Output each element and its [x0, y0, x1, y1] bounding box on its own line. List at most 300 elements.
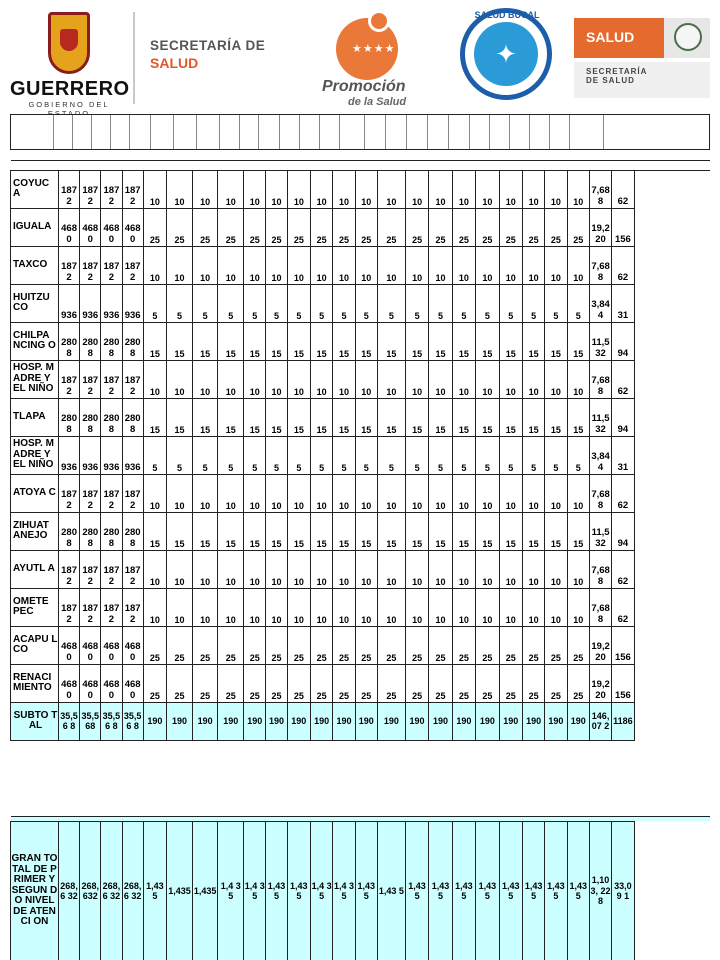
unit-value-cell: 15 [567, 399, 589, 437]
unit-value-cell: 10 [377, 361, 405, 399]
unit-value-cell: 10 [192, 171, 218, 209]
quantity-cell: 4680 [122, 209, 143, 247]
unit-value-cell: 25 [266, 627, 287, 665]
secretaria-line2: SALUD [150, 55, 199, 71]
subtotal-label: SUBTO TAL [11, 703, 59, 741]
unit-value-cell: 10 [499, 475, 522, 513]
unit-value-cell: 15 [545, 399, 567, 437]
unit-value-cell: 15 [377, 399, 405, 437]
quantity-cell: 936 [80, 437, 101, 475]
unit-value-cell: 15 [499, 399, 522, 437]
unit-value-cell: 10 [452, 475, 475, 513]
column-header-5 [130, 115, 151, 149]
unit-value-cell: 25 [499, 627, 522, 665]
unit-value-cell: 15 [545, 513, 567, 551]
grand-unit-cell: 1,43 5 [499, 822, 522, 960]
quantity-cell: 936 [58, 285, 79, 323]
total-cell: 7,688 [589, 247, 611, 285]
unit-value-cell: 25 [499, 209, 522, 247]
unit-value-cell: 10 [499, 361, 522, 399]
unit-value-cell: 25 [244, 665, 266, 703]
total-cell: 19,220 [589, 627, 611, 665]
unit-value-cell: 10 [333, 551, 355, 589]
unit-value-cell: 10 [287, 171, 310, 209]
unit-value-cell: 15 [244, 323, 266, 361]
unit-name-cell: TAXCO [11, 247, 59, 285]
unit-value-cell: 10 [405, 551, 428, 589]
total-cell: 7,688 [589, 589, 611, 627]
grand-unit-cell: 1,43 5 [522, 822, 544, 960]
unit-value-cell: 25 [218, 209, 244, 247]
salud-bucal-logo [458, 6, 554, 106]
unit-value-cell: 10 [355, 589, 377, 627]
quantity-cell: 1872 [80, 247, 101, 285]
quantity-cell: 1872 [101, 171, 122, 209]
toothbrush-figure-icon: ✦ [495, 39, 517, 69]
unit-value-cell: 10 [377, 171, 405, 209]
quantity-cell: 1872 [101, 551, 122, 589]
unit-value-cell: 10 [405, 475, 428, 513]
unit-value-cell: 15 [476, 323, 499, 361]
promocion-line1: Promoción [322, 78, 406, 95]
unit-value-cell: 10 [266, 551, 287, 589]
unit-value-cell: 10 [476, 171, 499, 209]
unit-value-cell: 10 [218, 171, 244, 209]
unit-value-cell: 25 [167, 627, 193, 665]
last-cell: 156 [612, 627, 634, 665]
unit-value-cell: 10 [567, 551, 589, 589]
column-header-19 [428, 115, 449, 149]
unit-value-cell: 10 [499, 171, 522, 209]
total-cell: 7,688 [589, 551, 611, 589]
unit-value-cell: 15 [311, 513, 333, 551]
secretaria-word: SECRETARÍA [586, 67, 648, 76]
unit-value-cell: 15 [244, 513, 266, 551]
column-header-21 [470, 115, 490, 149]
unit-value-cell: 10 [266, 247, 287, 285]
unit-value-cell: 25 [522, 209, 544, 247]
unit-value-cell: 15 [192, 399, 218, 437]
unit-value-cell: 5 [545, 285, 567, 323]
unit-value-cell: 10 [192, 475, 218, 513]
grand-total-table [10, 816, 710, 960]
unit-value-cell: 10 [192, 361, 218, 399]
unit-value-cell: 10 [567, 475, 589, 513]
unit-value-cell: 5 [377, 437, 405, 475]
total-cell: 19,220 [589, 209, 611, 247]
unit-name-cell: ATOYA C [11, 475, 59, 513]
subtotal-unit-cell: 190 [429, 703, 452, 741]
quantity-cell: 4680 [101, 209, 122, 247]
unit-value-cell: 25 [429, 209, 452, 247]
unit-value-cell: 10 [143, 475, 166, 513]
unit-value-cell: 10 [522, 475, 544, 513]
unit-value-cell: 25 [311, 665, 333, 703]
quantity-cell: 1872 [101, 589, 122, 627]
unit-value-cell: 5 [244, 437, 266, 475]
last-cell: 94 [612, 513, 634, 551]
unit-value-cell: 10 [452, 551, 475, 589]
unit-value-cell: 10 [355, 551, 377, 589]
unit-value-cell: 15 [266, 399, 287, 437]
unit-value-cell: 10 [567, 247, 589, 285]
unit-value-cell: 5 [522, 437, 544, 475]
total-cell: 11,532 [589, 513, 611, 551]
unit-value-cell: 25 [405, 627, 428, 665]
unit-value-cell: 25 [266, 209, 287, 247]
unit-value-cell: 5 [476, 285, 499, 323]
subtotal-unit-cell: 190 [167, 703, 193, 741]
unit-value-cell: 5 [311, 437, 333, 475]
unit-value-cell: 10 [567, 361, 589, 399]
unit-value-cell: 25 [377, 665, 405, 703]
quantity-cell: 1872 [122, 171, 143, 209]
unit-value-cell: 15 [567, 513, 589, 551]
table-row [11, 665, 711, 703]
secretaria-salud-logo [150, 38, 290, 78]
unit-value-cell: 25 [452, 627, 475, 665]
unit-value-cell: 10 [287, 551, 310, 589]
grand-unit-cell: 1,43 5 [429, 822, 452, 960]
table-row [11, 361, 711, 399]
unit-value-cell: 10 [429, 551, 452, 589]
unit-value-cell: 10 [522, 551, 544, 589]
unit-value-cell: 25 [244, 209, 266, 247]
total-cell: 7,688 [589, 171, 611, 209]
unit-value-cell: 25 [287, 665, 310, 703]
unit-value-cell: 5 [287, 437, 310, 475]
grand-unit-cell: 1,43 5 [545, 822, 567, 960]
column-header-13 [300, 115, 320, 149]
subtotal-unit-cell: 190 [192, 703, 218, 741]
quantity-cell: 4680 [58, 665, 79, 703]
unit-value-cell: 5 [522, 285, 544, 323]
quantity-cell: 4680 [122, 627, 143, 665]
subtotal-quantity-cell: 35,5 68 [80, 703, 101, 741]
unit-value-cell: 10 [545, 247, 567, 285]
unit-value-cell: 15 [143, 513, 166, 551]
unit-value-cell: 25 [143, 627, 166, 665]
unit-value-cell: 10 [244, 171, 266, 209]
unit-value-cell: 15 [266, 513, 287, 551]
column-header-3 [92, 115, 111, 149]
unit-value-cell: 10 [218, 361, 244, 399]
column-header-24 [530, 115, 550, 149]
unit-value-cell: 10 [311, 171, 333, 209]
unit-value-cell: 15 [287, 399, 310, 437]
unit-value-cell: 5 [545, 437, 567, 475]
last-cell: 62 [612, 361, 634, 399]
subtotal-unit-cell: 190 [567, 703, 589, 741]
unit-value-cell: 10 [333, 589, 355, 627]
salud-secretaria-logo [574, 18, 714, 98]
unit-value-cell: 10 [567, 589, 589, 627]
column-header-0 [11, 115, 54, 149]
column-header-15 [340, 115, 365, 149]
unit-value-cell: 10 [167, 475, 193, 513]
quantity-cell: 936 [101, 437, 122, 475]
unit-value-cell: 10 [452, 247, 475, 285]
grand-quantity-cell: 268, 632 [80, 822, 101, 960]
grand-unit-cell: 1,43 5 [143, 822, 166, 960]
unit-value-cell: 10 [192, 589, 218, 627]
unit-value-cell: 10 [311, 589, 333, 627]
unit-value-cell: 10 [266, 475, 287, 513]
column-header-27 [604, 115, 638, 149]
quantity-cell: 2808 [80, 323, 101, 361]
quantity-cell: 2808 [58, 513, 79, 551]
unit-value-cell: 25 [567, 209, 589, 247]
unit-value-cell: 10 [218, 475, 244, 513]
total-cell: 3,844 [589, 285, 611, 323]
unit-value-cell: 5 [476, 437, 499, 475]
column-header-20 [449, 115, 470, 149]
unit-value-cell: 10 [567, 171, 589, 209]
unit-value-cell: 15 [355, 399, 377, 437]
unit-value-cell: 10 [266, 171, 287, 209]
unit-value-cell: 5 [499, 285, 522, 323]
unit-value-cell: 25 [287, 627, 310, 665]
unit-value-cell: 15 [522, 513, 544, 551]
unit-value-cell: 25 [143, 209, 166, 247]
subtotal-unit-cell: 190 [545, 703, 567, 741]
table-row [11, 285, 711, 323]
unit-value-cell: 5 [167, 437, 193, 475]
grand-last-cell: 33,09 1 [612, 822, 634, 960]
quantity-cell: 1872 [58, 171, 79, 209]
unit-value-cell: 10 [143, 361, 166, 399]
unit-value-cell: 10 [545, 361, 567, 399]
unit-value-cell: 15 [167, 399, 193, 437]
unit-value-cell: 10 [192, 247, 218, 285]
subtotal-row [11, 703, 711, 741]
unit-value-cell: 10 [333, 361, 355, 399]
unit-value-cell: 10 [377, 475, 405, 513]
quantity-cell: 1872 [101, 475, 122, 513]
unit-value-cell: 10 [429, 361, 452, 399]
quantity-cell: 2808 [101, 513, 122, 551]
unit-value-cell: 15 [567, 323, 589, 361]
unit-value-cell: 10 [429, 171, 452, 209]
last-cell: 62 [612, 247, 634, 285]
grand-unit-cell: 1,43 5 [476, 822, 499, 960]
table-row [11, 589, 711, 627]
unit-value-cell: 15 [167, 323, 193, 361]
quantity-cell: 4680 [80, 209, 101, 247]
unit-value-cell: 10 [452, 361, 475, 399]
unit-value-cell: 10 [311, 551, 333, 589]
unit-value-cell: 10 [476, 589, 499, 627]
guerrero-logo [10, 8, 128, 108]
table-row [11, 437, 711, 475]
unit-value-cell: 25 [192, 209, 218, 247]
unit-value-cell: 15 [405, 323, 428, 361]
quantity-cell: 4680 [101, 665, 122, 703]
column-header-8 [197, 115, 220, 149]
promocion-salud-logo [318, 6, 433, 110]
subtotal-quantity-cell: 35,56 8 [101, 703, 122, 741]
unit-value-cell: 25 [167, 209, 193, 247]
guerrero-subtitle: GOBIERNO DEL [28, 100, 110, 109]
quantity-cell: 4680 [101, 627, 122, 665]
unit-value-cell: 25 [476, 665, 499, 703]
unit-value-cell: 10 [244, 475, 266, 513]
shield-icon [48, 12, 90, 74]
unit-value-cell: 10 [405, 589, 428, 627]
guerrero-wordmark: GUERRERO [10, 78, 130, 100]
unit-value-cell: 10 [244, 589, 266, 627]
quantity-cell: 1872 [80, 551, 101, 589]
last-cell: 94 [612, 323, 634, 361]
unit-value-cell: 5 [429, 437, 452, 475]
unit-value-cell: 10 [311, 475, 333, 513]
total-cell: 3,844 [589, 437, 611, 475]
unit-value-cell: 25 [545, 665, 567, 703]
unit-value-cell: 5 [333, 437, 355, 475]
column-header-11 [259, 115, 280, 149]
unit-value-cell: 25 [522, 627, 544, 665]
unit-name-cell: HUITZU CO [11, 285, 59, 323]
unit-value-cell: 15 [405, 513, 428, 551]
grand-unit-cell: 1,43 5 [452, 822, 475, 960]
unit-value-cell: 5 [405, 437, 428, 475]
unit-value-cell: 5 [355, 285, 377, 323]
unit-value-cell: 10 [476, 551, 499, 589]
grand-unit-cell: 1,43 5 [567, 822, 589, 960]
unit-value-cell: 10 [333, 247, 355, 285]
subtotal-quantity-cell: 35,56 8 [58, 703, 79, 741]
subtotal-unit-cell: 190 [452, 703, 475, 741]
unit-value-cell: 10 [545, 589, 567, 627]
unit-value-cell: 15 [377, 323, 405, 361]
unit-value-cell: 10 [429, 247, 452, 285]
subtotal-unit-cell: 190 [218, 703, 244, 741]
unit-value-cell: 10 [143, 589, 166, 627]
unit-value-cell: 5 [405, 285, 428, 323]
unit-value-cell: 25 [333, 209, 355, 247]
unit-value-cell: 15 [218, 323, 244, 361]
subtotal-total-cell: 146,07 2 [589, 703, 611, 741]
table-top-rule [11, 161, 711, 171]
unit-value-cell: 25 [266, 665, 287, 703]
table-row [11, 513, 711, 551]
unit-value-cell: 15 [167, 513, 193, 551]
grand-unit-cell: 1,43 5 [377, 822, 405, 960]
unit-value-cell: 10 [287, 589, 310, 627]
quantity-cell: 2808 [58, 399, 79, 437]
quantity-cell: 2808 [101, 399, 122, 437]
unit-value-cell: 5 [266, 437, 287, 475]
grand-quantity-cell: 268,6 32 [58, 822, 79, 960]
unit-value-cell: 10 [476, 247, 499, 285]
unit-value-cell: 25 [218, 665, 244, 703]
total-cell: 7,688 [589, 475, 611, 513]
subtotal-unit-cell: 190 [333, 703, 355, 741]
column-header-strip [10, 114, 710, 150]
logo-bar [0, 0, 720, 112]
unit-value-cell: 10 [405, 171, 428, 209]
unit-value-cell: 25 [244, 627, 266, 665]
unit-value-cell: 25 [192, 627, 218, 665]
distribution-table [10, 160, 710, 741]
column-header-4 [111, 115, 130, 149]
quantity-cell: 936 [122, 285, 143, 323]
unit-value-cell: 5 [333, 285, 355, 323]
last-cell: 62 [612, 171, 634, 209]
secretaria-line1: SECRETARÍA DE [150, 38, 266, 53]
grand-total-row [11, 822, 711, 960]
unit-value-cell: 15 [355, 323, 377, 361]
unit-value-cell: 5 [287, 285, 310, 323]
unit-value-cell: 10 [311, 247, 333, 285]
unit-name-cell: COYUC A [11, 171, 59, 209]
column-header-6 [151, 115, 174, 149]
grand-unit-cell: 1,435 [355, 822, 377, 960]
unit-value-cell: 5 [192, 285, 218, 323]
unit-value-cell: 10 [355, 171, 377, 209]
grand-total-cell: 1,103, 228 [589, 822, 611, 960]
unit-value-cell: 25 [429, 665, 452, 703]
rule-cell [11, 161, 711, 171]
unit-value-cell: 5 [218, 285, 244, 323]
table-row [11, 551, 711, 589]
unit-value-cell: 10 [244, 551, 266, 589]
unit-name-cell: OMETE PEC [11, 589, 59, 627]
quantity-cell: 1872 [58, 247, 79, 285]
column-header-26 [570, 115, 604, 149]
unit-value-cell: 15 [429, 513, 452, 551]
unit-value-cell: 15 [333, 399, 355, 437]
quantity-cell: 1872 [58, 589, 79, 627]
unit-value-cell: 25 [377, 627, 405, 665]
unit-value-cell: 25 [452, 209, 475, 247]
unit-value-cell: 10 [143, 171, 166, 209]
unit-value-cell: 25 [311, 627, 333, 665]
column-header-17 [386, 115, 407, 149]
quantity-cell: 1872 [122, 475, 143, 513]
column-header-22 [490, 115, 510, 149]
unit-value-cell: 10 [266, 589, 287, 627]
unit-value-cell: 5 [266, 285, 287, 323]
quantity-cell: 2808 [101, 323, 122, 361]
column-header-23 [510, 115, 530, 149]
unit-value-cell: 10 [218, 551, 244, 589]
quantity-cell: 1872 [101, 247, 122, 285]
unit-value-cell: 10 [287, 475, 310, 513]
unit-value-cell: 10 [476, 361, 499, 399]
subtotal-quantity-cell: 35,56 8 [122, 703, 143, 741]
quantity-cell: 1872 [122, 551, 143, 589]
unit-value-cell: 25 [499, 665, 522, 703]
unit-value-cell: 15 [452, 323, 475, 361]
subtotal-last-cell: 1186 [612, 703, 634, 741]
unit-value-cell: 15 [405, 399, 428, 437]
column-header-9 [220, 115, 240, 149]
unit-value-cell: 15 [333, 513, 355, 551]
unit-value-cell: 10 [377, 551, 405, 589]
subtotal-unit-cell: 190 [266, 703, 287, 741]
quantity-cell: 1872 [80, 171, 101, 209]
column-header-25 [550, 115, 570, 149]
quantity-cell: 2808 [80, 399, 101, 437]
grand-unit-cell: 1,4 35 [311, 822, 333, 960]
unit-value-cell: 15 [311, 323, 333, 361]
column-header-7 [174, 115, 197, 149]
unit-value-cell: 15 [192, 323, 218, 361]
table-row [11, 171, 711, 209]
unit-value-cell: 25 [567, 627, 589, 665]
subtotal-unit-cell: 190 [522, 703, 544, 741]
